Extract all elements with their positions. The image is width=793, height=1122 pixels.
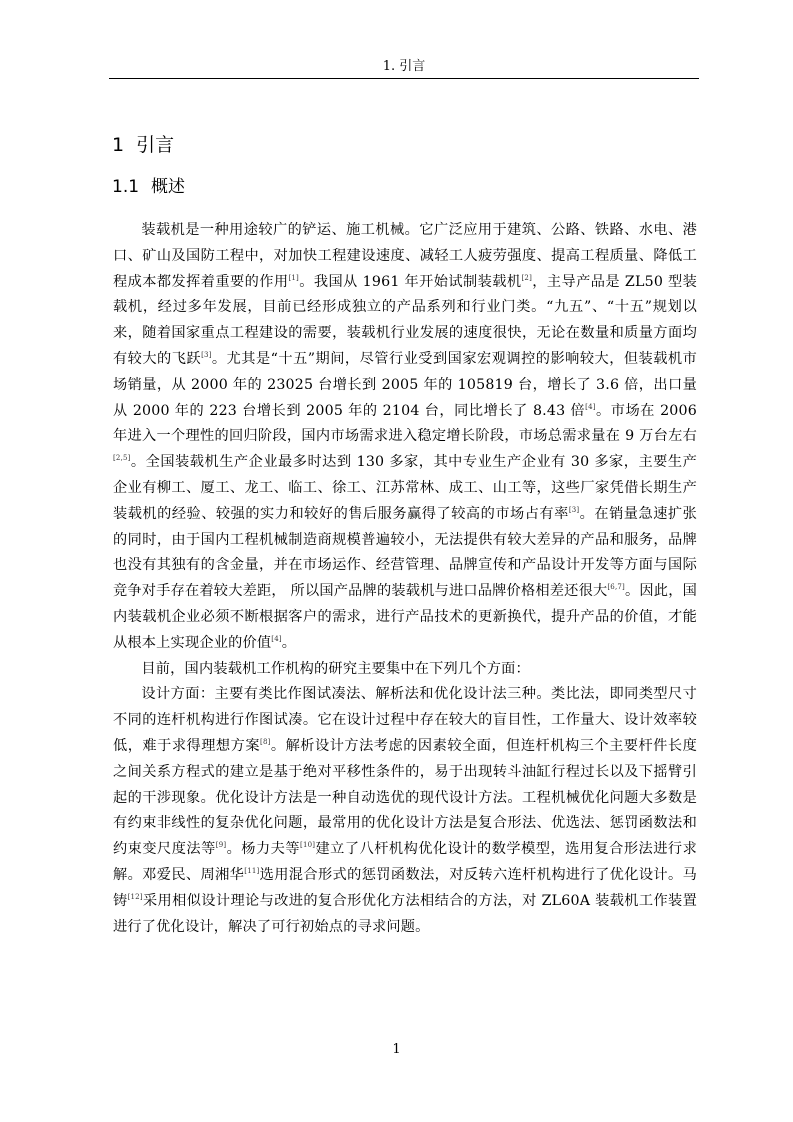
- paragraph-text: 。尤其是“十五”期间，尽管行业受到国家宏观调控的影响较大，但装载机市场销量，从 2000 年的 23025 台增长到 2005 年的 105819 台，增长了 3.6 倍，出口量从 2000 年的 223 台增长到 2005 年的 2104 台，同比增长了 8.43 倍: [113, 350, 698, 419]
- paragraph-text: 。杨力夫等: [226, 841, 301, 858]
- paragraph-text: ，主导产品是 ZL50 型装载机，经过多年发展，目前已经形成独立的产品系列和行业门类。“九五”、“十五”规划以来，随着国家重点工程建设的需要，装载机行业发展的速度很快，无论在数量和质量方面均有较大的飞跃: [113, 273, 697, 367]
- subsection-heading: [112, 175, 185, 199]
- paragraph-text: 。因此，国内装载机企业必须不断根据客户的需求，进行产品技术的更新换代，提升产品的价值，才能从根本上实现企业的价值: [113, 583, 697, 651]
- body-paragraph: [113, 657, 697, 683]
- subsection-title: 概述: [151, 177, 186, 197]
- citation-ref: [9]: [215, 841, 227, 850]
- header-rule: [109, 78, 699, 79]
- citation-ref: [3]: [568, 505, 580, 514]
- citation-ref: [1]: [288, 273, 299, 282]
- paragraph-text: 设计方面：主要有类比作图试凑法、解析法和优化设计法三种。类比法，即同类型尺寸不同的连杆机构进行作图试凑。它在设计过程中存在较大的盲目性，工作量大、设计效率较低，难于求得理想方案: [113, 686, 697, 754]
- paragraph-text: 选用混合形式的惩罚函数法，对反转六连杆机构进行了优化设计。马铸: [113, 866, 697, 909]
- paragraph-text: 。: [281, 634, 297, 651]
- body-paragraph: [113, 218, 697, 657]
- paragraph-text: 。全国装载机生产企业最多时达到 130 多家，其中专业生产企业有 30 多家，主要生产企业有柳工、厦工、龙工、临工、徐工、江苏常林、成工、山工等，这些厂家凭借长期生产装载机的经验、较强的实力和较好的售后服务赢得了较高的市场占有率: [113, 454, 697, 522]
- citation-ref: [2]: [521, 273, 532, 282]
- subsection-number: 1.1: [112, 177, 140, 197]
- paragraph-text: 采用相似设计理论与改进的复合形优化方法相结合的方法，对 ZL60A 装载机工作装置进行了优化设计，解决了可行初始点的寻求问题。: [113, 892, 697, 935]
- citation-ref: [3]: [201, 350, 212, 359]
- section-title: 引言: [136, 134, 175, 156]
- citation-ref: [2,5]: [113, 454, 131, 463]
- citation-ref: [4]: [585, 402, 596, 411]
- page-number: 1: [392, 1042, 401, 1057]
- paragraph-text: 。解析设计方法考虑的因素较全面，但连杆机构三个主要杆件长度之间关系方程式的建立是基于绝对平移性条件的，易于出现转斗油缸行程过长以及下摇臂引起的干涉现象。优化设计方法是一种自动选优的现代设计方法。工程机械优化问题大多数是有约束非线性的复杂优化问题，最常用的优化设计方法是复合形法、优选法、惩罚函数法和约束变尺度法等: [113, 737, 697, 858]
- citation-ref: [12]: [127, 892, 143, 901]
- running-header: 1. 引言: [382, 59, 426, 74]
- citation-ref: [10]: [300, 841, 316, 850]
- paragraph-text: 装载机是一种用途较广的铲运、施工机械。它广泛应用于建筑、公路、铁路、水电、港口、矿山及国防工程中，对加快工程建设速度、减轻工人疲劳强度、提高工程质量、降低工程成本都发挥着重要的作用: [113, 222, 697, 290]
- body-text: [113, 218, 697, 940]
- citation-ref: [11]: [244, 866, 260, 875]
- paragraph-text: 建立了八杆机构优化设计的数学模型，选用复合形法进行求解。邓爱民、周湘华: [113, 841, 697, 883]
- paragraph-text: 。我国从 1961 年开始试制装载机: [298, 273, 522, 290]
- body-paragraph: [113, 682, 697, 940]
- paragraph-text: 。市场在 2006 年进入一个理性的回归阶段，国内市场需求进入稳定增长阶段，市场总需求量在 9 万台左右: [113, 402, 697, 445]
- citation-ref: [6,7]: [607, 583, 625, 592]
- paragraph-text: 目前，国内装载机工作机构的研究主要集中在下列几个方面：: [141, 660, 530, 677]
- section-number: 1: [112, 134, 125, 156]
- citation-ref: [4]: [271, 634, 282, 643]
- citation-ref: [8]: [260, 737, 271, 746]
- paragraph-text: 。在销量急速扩张的同时，由于国内工程机械制造商规模普遍较小，无法提供有较大差异的产品和服务，品牌也没有其独有的含金量，并在市场运作、经营管理、品牌宣传和产品设计开发等方面与国际竞争对手存在着较大差距， 所以国产品牌的装载机与进口品牌价格相差还很大: [113, 505, 697, 600]
- section-heading: [112, 132, 174, 158]
